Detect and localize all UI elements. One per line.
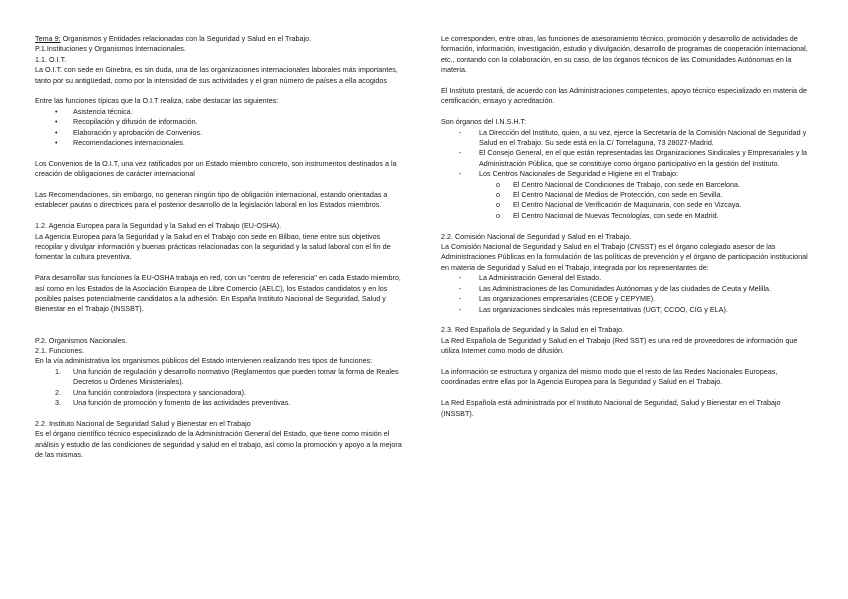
paragraph-inssbt-continued: Le corresponden, entre otras, las funciones de asesoramiento técnico, promoción y desarrollo de actividades de formación, información, investigación, estudio y divulgación, desarrollo de programas de cooperación internacional, etc., contando con la colaboración, en su caso, de los órganos técnicos de las Comunidades Autónomas en la materia. — [441, 34, 808, 75]
centros-list — [441, 180, 813, 222]
list-item-text: Las organizaciones sindicales más representativas (UGT, CCOO, CIG y ELA). — [479, 304, 728, 314]
paragraph-organos-intro: Son órganos del I.N.S.H.T: — [441, 117, 527, 127]
list-item: • Recomendaciones internacionales. — [35, 138, 407, 148]
cnsst-list — [441, 273, 813, 315]
list-number: 3. — [55, 398, 61, 408]
list-item — [441, 148, 813, 169]
list-item-text: Los Centros Nacionales de Seguridad e Higiene en el Trabajo: — [479, 169, 678, 179]
organos-list — [441, 128, 813, 222]
list-number: 2. — [55, 387, 61, 397]
paragraph-euosha-network: Para desarrollar sus funciones la EU-OSHA trabaja en red, con un "centro de referencia" en cada Estado miembro, así como en los Estados de la Asociación Europea de Libre Comercio (AELC), los Estados candidatos y en los posibles países potencialmente candidatos a la adhesión. En España Instituto Nacional de Seguridad, Salud y Bienestar en el Trabajo (INSSBT). — [35, 273, 401, 314]
section-heading-oit: 1.1. O.I.T. — [35, 54, 67, 64]
paragraph-euosha: La Agencia Europea para la Seguridad y la Salud en el Trabajo con sede en Bilbao, tiene entre sus objetivos recopilar y divulgar información y buenas prácticas relacionadas con la seguridad y la salud laboral con el fin de fomentar la cultura preventiva. — [35, 231, 391, 262]
section-heading-funciones: 2.1. Funciones. — [35, 346, 85, 356]
list-item: o El Centro Nacional de Medios de Protección, con sede en Sevilla. — [441, 190, 813, 200]
dash-marker: - — [459, 148, 462, 158]
paragraph-inssbt: Es el órgano científico técnico especializado de la Administración General del Estado, que tiene como misión el análisis y estudio de las condiciones de seguridad y salud en el trabajo, así como la promoción y apoyo a la mejora de las mismas. — [35, 429, 402, 460]
list-item — [35, 398, 407, 408]
list-item: o El Centro Nacional de Verificación de Maquinaria, con sede en Vizcaya. — [441, 200, 813, 210]
section-heading-p2: P.2. Organismos Nacionales. — [35, 335, 128, 345]
funciones-list — [35, 367, 407, 409]
list-item-text: Las organizaciones empresariales (CEOE y CEPYME). — [479, 294, 656, 304]
paragraph-redsst: La Red Española de Seguridad y Salud en el Trabajo (Red SST) es una red de proveedores de información que utiliza Internet como modo de difusión. — [441, 335, 798, 356]
topic-label: Tema 9: — [35, 34, 61, 43]
section-heading-euosha: 1.2. Agencia Europea para la Seguridad y la Salud en el Trabajo (EU-OSHA). — [35, 221, 282, 231]
section-heading-cnsst: 2.2. Comisión Nacional de Seguridad y Salud en el Trabajo. — [441, 231, 632, 241]
right-column — [441, 34, 813, 419]
list-item — [441, 128, 813, 149]
list-item: o El Centro Nacional de Condiciones de Trabajo, con sede en Barcelona. — [441, 180, 813, 190]
list-item — [35, 388, 407, 398]
dash-marker: - — [459, 127, 462, 137]
list-item-text: La Administración General del Estado. — [479, 273, 602, 283]
list-item-text: Las Administraciones de las Comunidades Autónomas y de las ciudades de Ceuta y Melilla. — [479, 283, 772, 293]
paragraph-cnsst: La Comisión Nacional de Seguridad y Salud en el Trabajo (CNSST) es el órgano colegiado asesor de las Administraciones Públicas en la formulación de las políticas de prevención y el órgano de participación institucional en materia de Seguridad y Salud en el Trabajo, integrada por los representantes de: — [441, 242, 808, 272]
paragraph-convenios: Los Convenios de la O.I.T, una vez ratificados por un Estado miembro concreto, son instrumentos destinados a la creación de obligaciones de carácter internacional — [35, 158, 397, 179]
paragraph-instituto: El Instituto prestará, de acuerdo con las Administraciones competentes, apoyo técnico especializado en materia de certificación, ensayo y acreditación. — [441, 86, 807, 106]
section-heading-p1: P.1.Instituciones y Organismos Internacionales. — [35, 44, 186, 54]
list-item: • Recopilación y difusión de información. — [35, 117, 407, 127]
oit-functions-list — [35, 107, 407, 149]
paragraph-funciones-intro: En la vía administrativa los organismos públicos del Estado intervienen realizando tres tipos de funciones: — [35, 356, 373, 366]
list-item — [35, 367, 407, 388]
list-item — [441, 169, 813, 221]
list-item-text: Una función de regulación y desarrollo normativo (Reglamentos que pueden tomar la forma de Reales Decretos u Órdenes Ministeriales). — [73, 366, 399, 387]
list-item — [441, 294, 813, 304]
list-item-text: Una función controladora (inspectora y sancionadora). — [73, 387, 246, 397]
paragraph-oit-functions-intro: Entre las funciones típicas que la O.I.T realiza, cabe destacar las siguientes: — [35, 96, 279, 106]
list-item — [441, 305, 813, 315]
paragraph-redsst-admin: La Red Española está administrada por el Instituto Nacional de Seguridad, Salud y Bienestar en el Trabajo (INSSBT). — [441, 398, 781, 418]
list-item-text: La Dirección del Instituto, quien, a su vez, ejerce la Secretaría de la Comisión Nacional de Seguridad y Salud en el Trabajo. Su sede está en la C/ Torrelaguna, 73 28027-Madrid. — [479, 127, 807, 148]
dash-marker: - — [459, 304, 462, 314]
dash-marker: - — [459, 169, 462, 179]
list-item — [441, 273, 813, 283]
list-item-text: El Consejo General, en el que están representadas las Organizaciones Sindicales y Empresariales y la Administración Pública, que se constituye como órgano participativo en la gestión del Instituto. — [479, 148, 808, 168]
dash-marker: - — [459, 283, 462, 293]
section-heading-inssbt: 2.2. Instituto Nacional de Seguridad Salud y Bienestar en el Trabajo — [35, 418, 251, 428]
dash-marker: - — [459, 294, 462, 304]
list-number: 1. — [55, 366, 61, 376]
topic-title — [35, 34, 407, 44]
paragraph-recomendaciones: Las Recomendaciones, sin embargo, no generan ningún tipo de obligación internacional, estando orientadas a establecer pautas o directrices para el posterior desarrollo de la legislación laboral en los Estados miembros. — [35, 190, 388, 210]
paragraph-oit: La O.I.T. con sede en Ginebra, es sin duda, una de las organizaciones internacionales laborales más importantes, tanto por su antigüedad, como por la intensidad de sus actividades y el gran número de países a ella acogidos — [35, 65, 398, 85]
dash-marker: - — [459, 273, 462, 283]
paragraph-redsst-structure: La información se estructura y organiza del mismo modo que el resto de las Redes Nacionales Europeas, coordinadas entre ellas por la Agencia Europea para la Seguridad y Salud en el Trabajo. — [441, 366, 778, 387]
list-item: • Elaboración y aprobación de Convenios. — [35, 128, 407, 138]
topic-title-rest: Organismos y Entidades relacionadas con la Seguridad y Salud en el Trabajo. — [60, 34, 312, 43]
list-item-text: Una función de promoción y fomento de las actividades preventivas. — [73, 398, 291, 408]
list-item: o El Centro Nacional de Nuevas Tecnologías, con sede en Madrid. — [441, 211, 813, 221]
list-item — [441, 284, 813, 294]
list-item: • Asistencia técnica. — [35, 107, 407, 117]
section-heading-redsst: 2.3. Red Española de Seguridad y la Salud en el Trabajo. — [441, 325, 625, 335]
left-column — [35, 34, 407, 461]
